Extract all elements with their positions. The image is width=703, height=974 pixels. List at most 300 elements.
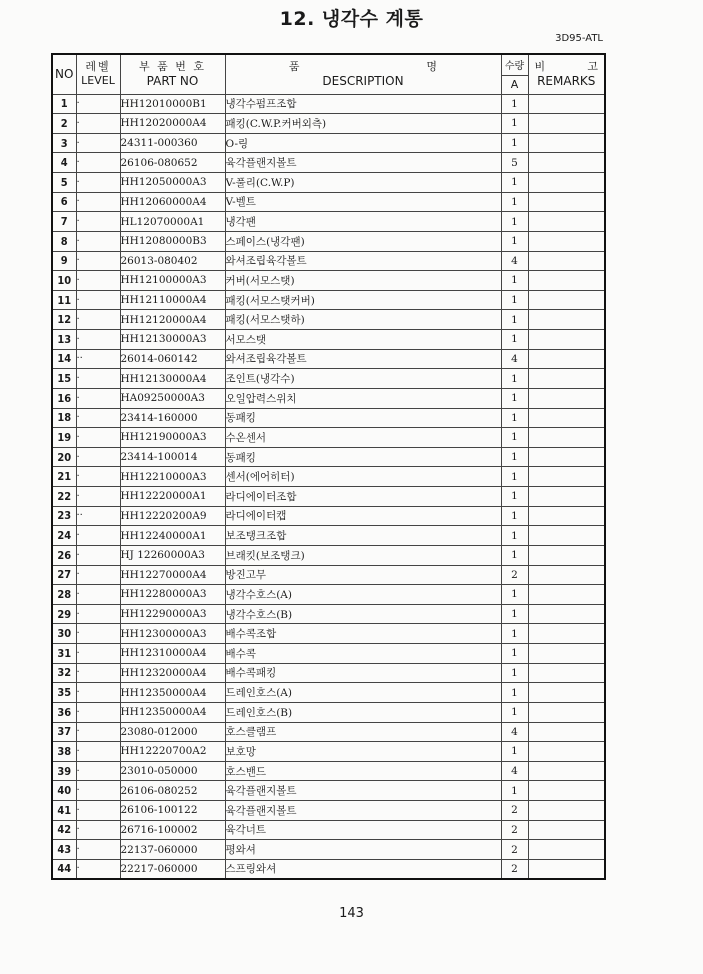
table-row	[52, 565, 605, 585]
page-number: 143	[339, 906, 364, 921]
row-no: 24	[52, 526, 76, 546]
row-part-no: HH12270000A4	[120, 565, 225, 585]
row-level: ·	[76, 369, 120, 389]
row-quantity: 1	[501, 173, 528, 193]
row-description: 라디에이터조합	[225, 487, 501, 507]
row-level: ··	[76, 506, 120, 526]
row-part-no: HH12290000A3	[120, 604, 225, 624]
row-description: 스페이스(냉각팬)	[225, 231, 501, 251]
row-description: 브래킷(보조탱크)	[225, 545, 501, 565]
row-part-no: HL12070000A1	[120, 212, 225, 232]
row-quantity: 1	[501, 487, 528, 507]
row-no: 18	[52, 408, 76, 428]
row-level: ·	[76, 408, 120, 428]
header-qty-en: A	[501, 75, 528, 94]
header-rem-ko-2: 고	[587, 60, 598, 74]
table-row	[52, 585, 605, 605]
row-no: 43	[52, 840, 76, 860]
row-level: ·	[76, 742, 120, 762]
row-level: ·	[76, 820, 120, 840]
row-level: ·	[76, 271, 120, 291]
row-part-no: 23010-050000	[120, 761, 225, 781]
row-part-no: HH12220200A9	[120, 506, 225, 526]
row-part-no: HJ 12260000A3	[120, 545, 225, 565]
row-level: ·	[76, 428, 120, 448]
row-level: ·	[76, 585, 120, 605]
row-remarks	[528, 781, 605, 801]
row-remarks	[528, 859, 605, 879]
row-description: 육각플랜지볼트	[225, 781, 501, 801]
row-level: ·	[76, 114, 120, 134]
table-row	[52, 408, 605, 428]
row-level: ·	[76, 526, 120, 546]
row-level: ·	[76, 290, 120, 310]
row-no: 27	[52, 565, 76, 585]
row-no: 20	[52, 447, 76, 467]
row-description: 방진고무	[225, 565, 501, 585]
row-remarks	[528, 742, 605, 762]
row-quantity: 1	[501, 290, 528, 310]
row-no: 8	[52, 231, 76, 251]
row-quantity: 1	[501, 585, 528, 605]
row-part-no: HA09250000A3	[120, 388, 225, 408]
row-quantity: 4	[501, 251, 528, 271]
row-level: ·	[76, 388, 120, 408]
row-remarks	[528, 192, 605, 212]
row-part-no: 23414-160000	[120, 408, 225, 428]
row-remarks	[528, 133, 605, 153]
header-desc-ko-2: 명	[426, 60, 438, 74]
row-no: 12	[52, 310, 76, 330]
row-level: ·	[76, 231, 120, 251]
row-no: 16	[52, 388, 76, 408]
table-row	[52, 801, 605, 821]
row-description: 육각플랜지볼트	[225, 153, 501, 173]
row-level: ·	[76, 604, 120, 624]
row-no: 42	[52, 820, 76, 840]
row-quantity: 1	[501, 526, 528, 546]
row-description: 냉각수펌프조합	[225, 94, 501, 114]
row-quantity: 1	[501, 231, 528, 251]
row-quantity: 4	[501, 761, 528, 781]
row-no: 11	[52, 290, 76, 310]
row-description: 육각너트	[225, 820, 501, 840]
row-description: 호스클램프	[225, 722, 501, 742]
row-no: 2	[52, 114, 76, 134]
row-quantity: 2	[501, 820, 528, 840]
row-part-no: HH12010000B1	[120, 94, 225, 114]
header-rem-en: REMARKS	[537, 74, 596, 89]
row-no: 37	[52, 722, 76, 742]
row-quantity: 1	[501, 742, 528, 762]
row-remarks	[528, 388, 605, 408]
row-description: 냉각수호스(A)	[225, 585, 501, 605]
row-remarks	[528, 251, 605, 271]
header-description	[225, 54, 501, 94]
table-row	[52, 271, 605, 291]
row-part-no: 22217-060000	[120, 859, 225, 879]
table-row	[52, 310, 605, 330]
row-part-no: HH12280000A3	[120, 585, 225, 605]
table-row	[52, 192, 605, 212]
table-row	[52, 761, 605, 781]
row-no: 10	[52, 271, 76, 291]
row-remarks	[528, 310, 605, 330]
row-level: ·	[76, 663, 120, 683]
row-description: 패킹(서모스탯하)	[225, 310, 501, 330]
row-quantity: 2	[501, 859, 528, 879]
row-quantity: 1	[501, 624, 528, 644]
row-level: ·	[76, 565, 120, 585]
table-row	[52, 781, 605, 801]
row-no: 5	[52, 173, 76, 193]
row-part-no: HH12350000A4	[120, 702, 225, 722]
table-row	[52, 349, 605, 369]
table-row	[52, 820, 605, 840]
row-no: 41	[52, 801, 76, 821]
row-description: 냉각팬	[225, 212, 501, 232]
row-quantity: 4	[501, 349, 528, 369]
row-remarks	[528, 801, 605, 821]
row-remarks	[528, 114, 605, 134]
row-remarks	[528, 330, 605, 350]
row-level: ·	[76, 722, 120, 742]
row-description: 배수콕패킹	[225, 663, 501, 683]
row-no: 14	[52, 349, 76, 369]
row-description: 동패킹	[225, 447, 501, 467]
row-description: 라디에이터캡	[225, 506, 501, 526]
row-no: 21	[52, 467, 76, 487]
row-no: 22	[52, 487, 76, 507]
row-quantity: 1	[501, 369, 528, 389]
row-part-no: HH12110000A4	[120, 290, 225, 310]
row-no: 3	[52, 133, 76, 153]
parts-table	[51, 53, 606, 880]
row-description: 와셔조립육각볼트	[225, 349, 501, 369]
row-remarks	[528, 290, 605, 310]
row-no: 32	[52, 663, 76, 683]
table-row	[52, 428, 605, 448]
row-description: 서모스탯	[225, 330, 501, 350]
row-part-no: HH12120000A4	[120, 310, 225, 330]
row-no: 23	[52, 506, 76, 526]
parts-table-body	[52, 94, 605, 879]
row-no: 19	[52, 428, 76, 448]
row-quantity: 2	[501, 801, 528, 821]
row-remarks	[528, 663, 605, 683]
row-remarks	[528, 565, 605, 585]
row-remarks	[528, 702, 605, 722]
row-description: 호스밴드	[225, 761, 501, 781]
row-description: 조인트(냉각수)	[225, 369, 501, 389]
row-level: ·	[76, 447, 120, 467]
row-remarks	[528, 271, 605, 291]
row-description: 오일압력스위치	[225, 388, 501, 408]
row-part-no: 26013-080402	[120, 251, 225, 271]
row-description: O-링	[225, 133, 501, 153]
row-part-no: 23414-100014	[120, 447, 225, 467]
row-part-no: HH12100000A3	[120, 271, 225, 291]
table-row	[52, 290, 605, 310]
table-row	[52, 604, 605, 624]
row-quantity: 1	[501, 212, 528, 232]
row-description: 보호망	[225, 742, 501, 762]
row-level: ·	[76, 173, 120, 193]
table-row	[52, 153, 605, 173]
row-level: ·	[76, 467, 120, 487]
parts-table-header	[52, 54, 605, 94]
row-level: ·	[76, 801, 120, 821]
row-description: 수온센서	[225, 428, 501, 448]
row-quantity: 1	[501, 447, 528, 467]
table-row	[52, 742, 605, 762]
row-part-no: HH12050000A3	[120, 173, 225, 193]
table-row	[52, 683, 605, 703]
row-quantity: 1	[501, 271, 528, 291]
row-quantity: 1	[501, 310, 528, 330]
row-quantity: 2	[501, 565, 528, 585]
table-row	[52, 624, 605, 644]
table-row	[52, 644, 605, 664]
table-row	[52, 231, 605, 251]
row-quantity: 5	[501, 153, 528, 173]
table-row	[52, 840, 605, 860]
row-description: V-벨트	[225, 192, 501, 212]
row-quantity: 1	[501, 644, 528, 664]
row-remarks	[528, 212, 605, 232]
row-remarks	[528, 545, 605, 565]
row-quantity: 2	[501, 840, 528, 860]
table-row	[52, 545, 605, 565]
row-remarks	[528, 349, 605, 369]
row-remarks	[528, 369, 605, 389]
row-quantity: 1	[501, 506, 528, 526]
row-no: 36	[52, 702, 76, 722]
row-no: 6	[52, 192, 76, 212]
row-part-no: 22137-060000	[120, 840, 225, 860]
header-part-no	[120, 54, 225, 94]
table-row	[52, 487, 605, 507]
row-remarks	[528, 683, 605, 703]
row-level: ·	[76, 840, 120, 860]
row-part-no: 26106-080652	[120, 153, 225, 173]
row-remarks	[528, 585, 605, 605]
row-part-no: HH12310000A4	[120, 644, 225, 664]
row-remarks	[528, 447, 605, 467]
row-part-no: HH12130000A3	[120, 330, 225, 350]
header-level	[76, 54, 120, 94]
row-remarks	[528, 506, 605, 526]
row-no: 39	[52, 761, 76, 781]
row-quantity: 1	[501, 114, 528, 134]
row-no: 7	[52, 212, 76, 232]
table-row	[52, 212, 605, 232]
row-part-no: HH12080000B3	[120, 231, 225, 251]
row-part-no: 26014-060142	[120, 349, 225, 369]
row-level: ·	[76, 761, 120, 781]
table-row	[52, 173, 605, 193]
row-level: ·	[76, 781, 120, 801]
row-level: ·	[76, 683, 120, 703]
row-no: 9	[52, 251, 76, 271]
row-level: ·	[76, 545, 120, 565]
row-no: 28	[52, 585, 76, 605]
header-desc-ko	[226, 60, 501, 74]
row-level: ·	[76, 251, 120, 271]
table-row	[52, 94, 605, 114]
row-level: ·	[76, 310, 120, 330]
row-description: 동패킹	[225, 408, 501, 428]
header-desc-ko-1: 품	[288, 60, 300, 74]
row-description: 센서(에어히터)	[225, 467, 501, 487]
row-remarks	[528, 644, 605, 664]
row-quantity: 1	[501, 330, 528, 350]
row-part-no: HH12060000A4	[120, 192, 225, 212]
row-quantity: 1	[501, 192, 528, 212]
row-quantity: 1	[501, 428, 528, 448]
row-no: 15	[52, 369, 76, 389]
model-code: 3D95-ATL	[555, 33, 603, 44]
row-description: 스프링와셔	[225, 859, 501, 879]
row-no: 26	[52, 545, 76, 565]
row-level: ·	[76, 859, 120, 879]
row-description: 보조탱크조합	[225, 526, 501, 546]
header-no: NO	[52, 54, 76, 94]
table-row	[52, 369, 605, 389]
row-part-no: HH12220700A2	[120, 742, 225, 762]
row-remarks	[528, 428, 605, 448]
table-row	[52, 722, 605, 742]
row-description: V-풀리(C.W.P)	[225, 173, 501, 193]
row-quantity: 1	[501, 408, 528, 428]
row-remarks	[528, 840, 605, 860]
row-remarks	[528, 408, 605, 428]
row-level: ··	[76, 349, 120, 369]
row-part-no: 26716-100002	[120, 820, 225, 840]
row-remarks	[528, 624, 605, 644]
row-no: 30	[52, 624, 76, 644]
row-description: 패킹(서모스탯커버)	[225, 290, 501, 310]
table-row	[52, 663, 605, 683]
row-no: 1	[52, 94, 76, 114]
row-quantity: 1	[501, 781, 528, 801]
row-part-no: HH12210000A3	[120, 467, 225, 487]
row-remarks	[528, 94, 605, 114]
row-remarks	[528, 231, 605, 251]
row-part-no: HH12350000A4	[120, 683, 225, 703]
header-level-en: LEVEL	[81, 74, 115, 88]
row-description: 드레인호스(B)	[225, 702, 501, 722]
row-part-no: HH12130000A4	[120, 369, 225, 389]
table-row	[52, 114, 605, 134]
table-row	[52, 388, 605, 408]
row-remarks	[528, 526, 605, 546]
row-description: 와셔조립육각볼트	[225, 251, 501, 271]
row-no: 38	[52, 742, 76, 762]
table-row	[52, 526, 605, 546]
row-description: 패킹(C.W.P.커버외측)	[225, 114, 501, 134]
header-part-en: PART NO	[146, 74, 199, 89]
table-row	[52, 506, 605, 526]
header-rem-ko-1: 비	[534, 60, 546, 74]
header-rem-ko	[529, 60, 605, 74]
row-no: 31	[52, 644, 76, 664]
row-level: ·	[76, 702, 120, 722]
row-remarks	[528, 467, 605, 487]
row-description: 드레인호스(A)	[225, 683, 501, 703]
row-remarks	[528, 173, 605, 193]
row-description: 배수콕	[225, 644, 501, 664]
row-description: 커버(서모스탯)	[225, 271, 501, 291]
row-description: 평와셔	[225, 840, 501, 860]
table-row	[52, 447, 605, 467]
row-part-no: 23080-012000	[120, 722, 225, 742]
row-level: ·	[76, 133, 120, 153]
row-remarks	[528, 820, 605, 840]
header-qty-ko: 수량	[501, 54, 528, 75]
header-remarks	[528, 54, 605, 94]
row-description: 냉각수호스(B)	[225, 604, 501, 624]
row-quantity: 4	[501, 722, 528, 742]
row-part-no: HH12190000A3	[120, 428, 225, 448]
row-quantity: 1	[501, 94, 528, 114]
table-row	[52, 859, 605, 879]
row-no: 44	[52, 859, 76, 879]
row-part-no: HH12300000A3	[120, 624, 225, 644]
row-part-no: 26106-080252	[120, 781, 225, 801]
row-part-no: 26106-100122	[120, 801, 225, 821]
row-quantity: 1	[501, 683, 528, 703]
row-remarks	[528, 604, 605, 624]
row-no: 29	[52, 604, 76, 624]
row-quantity: 1	[501, 604, 528, 624]
row-part-no: HH12220000A1	[120, 487, 225, 507]
row-level: ·	[76, 192, 120, 212]
row-no: 35	[52, 683, 76, 703]
header-desc-en: DESCRIPTION	[322, 74, 404, 89]
row-level: ·	[76, 212, 120, 232]
row-part-no: HH12020000A4	[120, 114, 225, 134]
row-remarks	[528, 487, 605, 507]
table-row	[52, 702, 605, 722]
row-remarks	[528, 761, 605, 781]
row-description: 육각플랜지볼트	[225, 801, 501, 821]
row-level: ·	[76, 644, 120, 664]
row-part-no: HH12240000A1	[120, 526, 225, 546]
header-level-ko: 레벨	[85, 60, 111, 74]
row-quantity: 1	[501, 702, 528, 722]
row-quantity: 1	[501, 467, 528, 487]
row-level: ·	[76, 94, 120, 114]
row-quantity: 1	[501, 388, 528, 408]
row-quantity: 1	[501, 133, 528, 153]
row-quantity: 1	[501, 545, 528, 565]
table-row	[52, 251, 605, 271]
row-no: 4	[52, 153, 76, 173]
row-level: ·	[76, 330, 120, 350]
row-level: ·	[76, 487, 120, 507]
header-part-ko: 부 품 번 호	[139, 60, 206, 74]
row-quantity: 1	[501, 663, 528, 683]
row-remarks	[528, 722, 605, 742]
table-row	[52, 330, 605, 350]
row-no: 40	[52, 781, 76, 801]
table-row	[52, 133, 605, 153]
table-row	[52, 467, 605, 487]
row-part-no: 24311-000360	[120, 133, 225, 153]
page-title: 12. 냉각수 계통	[279, 8, 424, 30]
row-remarks	[528, 153, 605, 173]
